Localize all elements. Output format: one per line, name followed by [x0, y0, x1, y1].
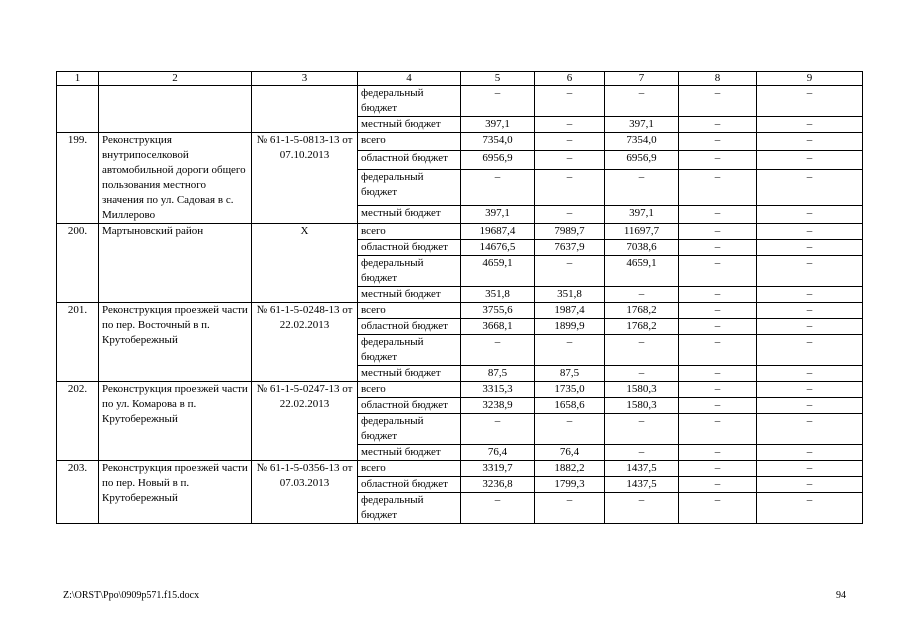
amount-cell: 1735,0 [535, 382, 605, 398]
amount-cell: 1799,3 [535, 477, 605, 493]
budget-label: областной бюджет [358, 151, 461, 169]
amount-cell: 7038,6 [605, 240, 679, 256]
header-row [57, 72, 863, 86]
amount-cell: 3315,3 [461, 382, 535, 398]
amount-cell: – [757, 224, 863, 240]
amount-cell: – [757, 398, 863, 414]
amount-cell: 4659,1 [605, 256, 679, 287]
amount-cell: – [605, 445, 679, 461]
entry-document: № 61-1-5-0248-13 от 22.02.2013 [252, 303, 358, 382]
budget-label: федеральный бюджет [358, 169, 461, 205]
amount-cell: – [757, 382, 863, 398]
entry-number: 199. [57, 133, 99, 224]
column-header: 5 [461, 72, 535, 86]
budget-label: областной бюджет [358, 240, 461, 256]
budget-label: федеральный бюджет [358, 256, 461, 287]
amount-cell: – [757, 86, 863, 117]
amount-cell: – [605, 493, 679, 524]
amount-cell: – [679, 287, 757, 303]
amount-cell: – [679, 169, 757, 205]
amount-cell: 1437,5 [605, 461, 679, 477]
amount-cell: – [757, 319, 863, 335]
table-row [57, 224, 863, 240]
amount-cell: 1882,2 [535, 461, 605, 477]
amount-cell: 6956,9 [605, 151, 679, 169]
amount-cell: – [757, 117, 863, 133]
entry-document: № 61-1-5-0356-13 от 07.03.2013 [252, 461, 358, 524]
amount-cell: 1899,9 [535, 319, 605, 335]
amount-cell: – [679, 86, 757, 117]
amount-cell: 1580,3 [605, 382, 679, 398]
amount-cell: – [535, 86, 605, 117]
amount-cell: – [679, 133, 757, 151]
amount-cell: 1987,4 [535, 303, 605, 319]
amount-cell: – [679, 205, 757, 223]
table-row [57, 86, 863, 117]
amount-cell: – [679, 224, 757, 240]
amount-cell: 4659,1 [461, 256, 535, 287]
amount-cell: – [757, 205, 863, 223]
amount-cell: – [757, 445, 863, 461]
budget-label: областной бюджет [358, 398, 461, 414]
empty-cell [57, 86, 99, 133]
amount-cell: – [535, 151, 605, 169]
amount-cell: – [757, 461, 863, 477]
budget-label: областной бюджет [358, 319, 461, 335]
amount-cell: – [535, 169, 605, 205]
amount-cell: – [605, 169, 679, 205]
budget-label: местный бюджет [358, 445, 461, 461]
amount-cell: 1580,3 [605, 398, 679, 414]
amount-cell: – [679, 398, 757, 414]
empty-cell [252, 86, 358, 133]
column-header: 6 [535, 72, 605, 86]
amount-cell: – [605, 366, 679, 382]
column-header: 1 [57, 72, 99, 86]
entry-number: 200. [57, 224, 99, 303]
amount-cell: 3668,1 [461, 319, 535, 335]
amount-cell: – [679, 461, 757, 477]
budget-label: федеральный бюджет [358, 493, 461, 524]
amount-cell: – [757, 169, 863, 205]
amount-cell: – [605, 335, 679, 366]
amount-cell: – [535, 493, 605, 524]
amount-cell: 76,4 [461, 445, 535, 461]
amount-cell: 11697,7 [605, 224, 679, 240]
amount-cell: 87,5 [535, 366, 605, 382]
amount-cell: – [605, 414, 679, 445]
budget-label: местный бюджет [358, 117, 461, 133]
amount-cell: – [679, 445, 757, 461]
budget-label: федеральный бюджет [358, 335, 461, 366]
amount-cell: 7354,0 [461, 133, 535, 151]
amount-cell: – [535, 335, 605, 366]
table-row [57, 382, 863, 398]
column-header: 9 [757, 72, 863, 86]
budget-label: всего [358, 133, 461, 151]
amount-cell: 3755,6 [461, 303, 535, 319]
budget-label: местный бюджет [358, 366, 461, 382]
column-header: 4 [358, 72, 461, 86]
amount-cell: – [679, 319, 757, 335]
amount-cell: – [605, 287, 679, 303]
file-path: Z:\ORST\Ppo\0909p571.f15.docx [63, 590, 200, 601]
empty-cell [99, 86, 252, 133]
column-header: 8 [679, 72, 757, 86]
page-number: 94 [836, 590, 846, 601]
amount-cell: 397,1 [605, 117, 679, 133]
entry-number: 202. [57, 382, 99, 461]
amount-cell: 3236,8 [461, 477, 535, 493]
amount-cell: – [461, 86, 535, 117]
amount-cell: – [757, 414, 863, 445]
amount-cell: 351,8 [461, 287, 535, 303]
amount-cell: 397,1 [605, 205, 679, 223]
table-row [57, 461, 863, 477]
amount-cell: – [535, 117, 605, 133]
amount-cell: – [535, 205, 605, 223]
amount-cell: – [679, 382, 757, 398]
amount-cell: 19687,4 [461, 224, 535, 240]
amount-cell: – [679, 151, 757, 169]
entry-document: Х [252, 224, 358, 303]
table-row [57, 303, 863, 319]
amount-cell: – [461, 493, 535, 524]
budget-label: местный бюджет [358, 287, 461, 303]
amount-cell: – [679, 414, 757, 445]
amount-cell: 1768,2 [605, 303, 679, 319]
amount-cell: 397,1 [461, 117, 535, 133]
amount-cell: – [757, 133, 863, 151]
budget-label: федеральный бюджет [358, 86, 461, 117]
amount-cell: – [757, 256, 863, 287]
amount-cell: 1437,5 [605, 477, 679, 493]
entry-document: № 61-1-5-0247-13 от 22.02.2013 [252, 382, 358, 461]
amount-cell: – [461, 414, 535, 445]
budget-label: всего [358, 382, 461, 398]
amount-cell: – [461, 169, 535, 205]
amount-cell: 7989,7 [535, 224, 605, 240]
amount-cell: – [757, 240, 863, 256]
entry-name: Мартыновский район [99, 224, 252, 303]
amount-cell: – [757, 335, 863, 366]
budget-label: всего [358, 461, 461, 477]
amount-cell: – [679, 240, 757, 256]
budget-label: местный бюджет [358, 205, 461, 223]
table-row [57, 133, 863, 151]
column-header: 2 [99, 72, 252, 86]
amount-cell: – [605, 86, 679, 117]
entry-number: 203. [57, 461, 99, 524]
amount-cell: 87,5 [461, 366, 535, 382]
amount-cell: 3319,7 [461, 461, 535, 477]
entry-document: № 61-1-5-0813-13 от 07.10.2013 [252, 133, 358, 224]
amount-cell: – [757, 151, 863, 169]
amount-cell: – [679, 477, 757, 493]
budget-label: областной бюджет [358, 477, 461, 493]
amount-cell: – [679, 335, 757, 366]
budget-label: всего [358, 224, 461, 240]
amount-cell: – [757, 493, 863, 524]
column-header: 7 [605, 72, 679, 86]
amount-cell: 14676,5 [461, 240, 535, 256]
budget-label: всего [358, 303, 461, 319]
amount-cell: 1768,2 [605, 319, 679, 335]
amount-cell: – [679, 303, 757, 319]
entry-number: 201. [57, 303, 99, 382]
amount-cell: 397,1 [461, 205, 535, 223]
amount-cell: 1658,6 [535, 398, 605, 414]
amount-cell: 3238,9 [461, 398, 535, 414]
amount-cell: – [679, 366, 757, 382]
entry-name: Реконструкция внутрипоселковой автомобильной дороги общего пользования местного значения по ул. Садовая в с. Миллерово [99, 133, 252, 224]
amount-cell: – [757, 477, 863, 493]
column-header: 3 [252, 72, 358, 86]
amount-cell: – [461, 335, 535, 366]
amount-cell: – [757, 303, 863, 319]
budget-table [56, 71, 863, 524]
entry-name: Реконструкция проезжей части по пер. Восточный в п. Крутобережный [99, 303, 252, 382]
amount-cell: – [535, 414, 605, 445]
amount-cell: – [535, 133, 605, 151]
amount-cell: – [757, 287, 863, 303]
amount-cell: – [679, 117, 757, 133]
amount-cell: – [757, 366, 863, 382]
amount-cell: 351,8 [535, 287, 605, 303]
amount-cell: – [535, 256, 605, 287]
amount-cell: 6956,9 [461, 151, 535, 169]
amount-cell: – [679, 493, 757, 524]
amount-cell: 76,4 [535, 445, 605, 461]
entry-name: Реконструкция проезжей части по пер. Новый в п. Крутобережный [99, 461, 252, 524]
amount-cell: 7637,9 [535, 240, 605, 256]
entry-name: Реконструкция проезжей части по ул. Комарова в п. Крутобережный [99, 382, 252, 461]
amount-cell: 7354,0 [605, 133, 679, 151]
amount-cell: – [679, 256, 757, 287]
budget-label: федеральный бюджет [358, 414, 461, 445]
